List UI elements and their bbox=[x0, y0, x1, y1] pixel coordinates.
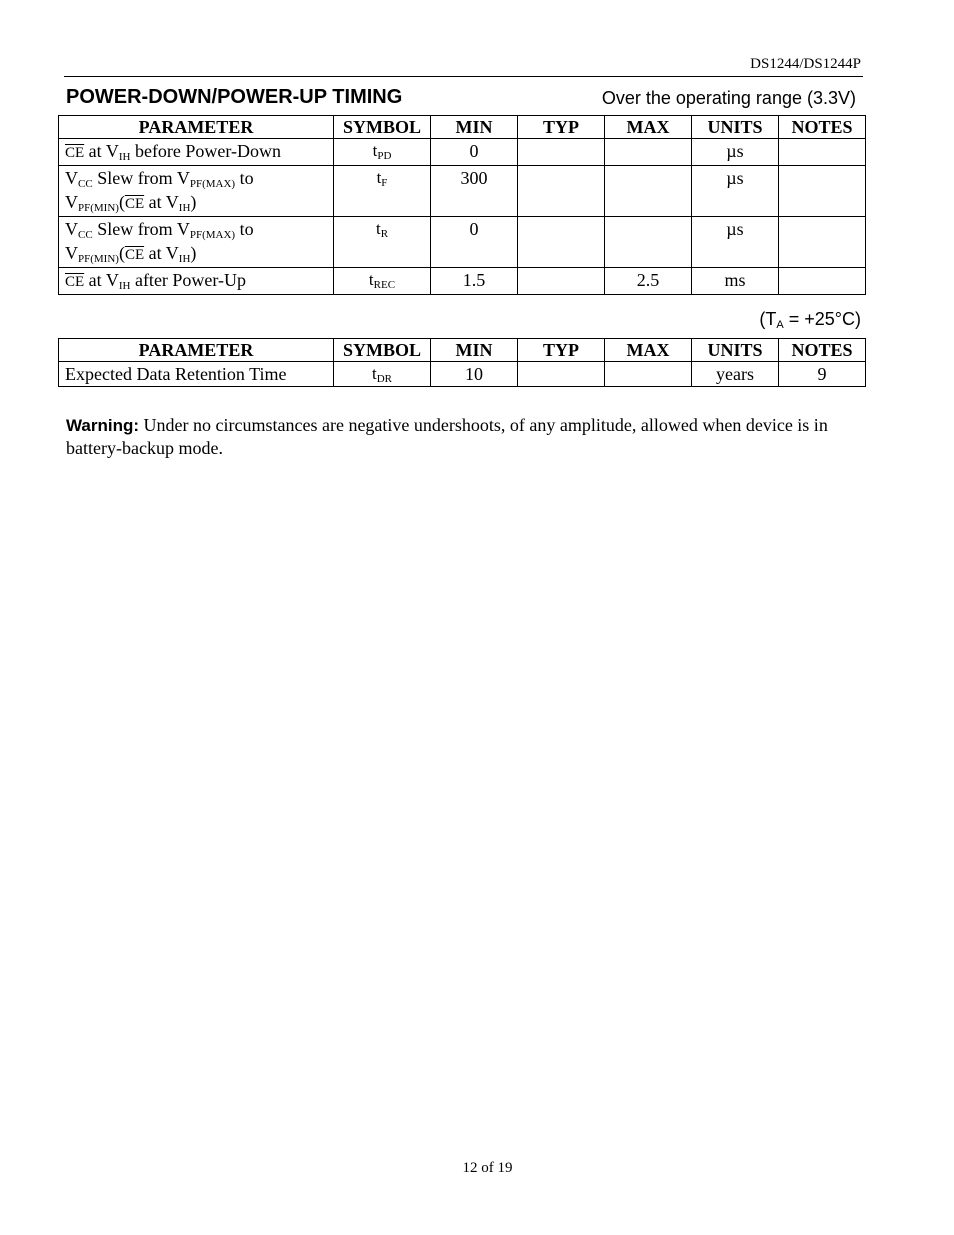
retention-table bbox=[58, 338, 866, 387]
table-row bbox=[59, 362, 866, 387]
notes-cell bbox=[779, 217, 866, 268]
min-cell: 0 bbox=[431, 139, 518, 166]
warning-label: Warning: bbox=[66, 416, 140, 435]
param-rich-text: $\overline{CE}$ at $V_{IH}$ before Power-Down bbox=[65, 141, 282, 163]
symbol-rich-text: $t_R$ bbox=[375, 219, 389, 240]
max-cell bbox=[605, 362, 692, 387]
param-rich-text: $V_{CC}$ Slew from $V_{PF(MAX)}$ to $V_{PF(MIN)}(\overline{CE}$ at $V_{IH}$) bbox=[65, 168, 254, 214]
header-typ: TYP bbox=[518, 116, 605, 139]
param-ce-after-power-up bbox=[59, 268, 334, 295]
min-cell: 0 bbox=[431, 217, 518, 268]
header-min: MIN bbox=[431, 116, 518, 139]
table-header-row bbox=[59, 116, 866, 139]
symbol-rich-text: $t_{DR}$ bbox=[371, 364, 392, 385]
table-row bbox=[59, 217, 866, 268]
max-cell: 2.5 bbox=[605, 268, 692, 295]
symbol-cell bbox=[334, 139, 431, 166]
symbol-rich-text: $t_F$ bbox=[376, 168, 388, 189]
typ-cell bbox=[518, 268, 605, 295]
param-data-retention: Expected Data Retention Time bbox=[59, 362, 334, 387]
symbol-cell bbox=[334, 166, 431, 217]
max-cell bbox=[605, 139, 692, 166]
header-units: UNITS bbox=[692, 339, 779, 362]
notes-cell bbox=[779, 139, 866, 166]
page-number: 12 of 19 bbox=[462, 1160, 513, 1176]
symbol-cell bbox=[334, 362, 431, 387]
table-header-row bbox=[59, 339, 866, 362]
document-id: DS1244/DS1244P bbox=[750, 56, 861, 72]
notes-cell: 9 bbox=[779, 362, 866, 387]
min-cell: 1.5 bbox=[431, 268, 518, 295]
operating-condition: Over the operating range (3.3V) bbox=[601, 88, 856, 108]
units-cell: years bbox=[692, 362, 779, 387]
typ-cell bbox=[518, 166, 605, 217]
param-rich-text: $V_{CC}$ Slew from $V_{PF(MAX)}$ to $V_{PF(MIN)}(\overline{CE}$ at $V_{IH}$) bbox=[65, 219, 254, 265]
param-vcc-slew-fall bbox=[59, 166, 334, 217]
units-cell: µs bbox=[692, 217, 779, 268]
warning-paragraph bbox=[66, 414, 856, 460]
symbol-cell bbox=[334, 268, 431, 295]
typ-cell bbox=[518, 217, 605, 268]
retention-condition bbox=[759, 309, 861, 330]
section-title: POWER-DOWN/POWER-UP TIMING bbox=[66, 86, 403, 108]
symbol-cell bbox=[334, 217, 431, 268]
units-cell: µs bbox=[692, 166, 779, 217]
notes-cell bbox=[779, 268, 866, 295]
header-symbol: SYMBOL bbox=[334, 116, 431, 139]
symbol-rich-text: $t_{REC}$ bbox=[368, 270, 396, 291]
header-max: MAX bbox=[605, 339, 692, 362]
table-row bbox=[59, 268, 866, 295]
table-row bbox=[59, 166, 866, 217]
warning-text: Under no circumstances are negative undershoots, of any amplitude, allowed when device is in battery-backup mode. bbox=[66, 415, 828, 458]
header-notes: NOTES bbox=[779, 339, 866, 362]
table-row bbox=[59, 139, 866, 166]
header-notes: NOTES bbox=[779, 116, 866, 139]
header-divider bbox=[64, 76, 863, 77]
header-typ: TYP bbox=[518, 339, 605, 362]
min-cell: 10 bbox=[431, 362, 518, 387]
header-min: MIN bbox=[431, 339, 518, 362]
max-cell bbox=[605, 166, 692, 217]
param-vcc-slew-rise bbox=[59, 217, 334, 268]
units-cell: µs bbox=[692, 139, 779, 166]
units-cell: ms bbox=[692, 268, 779, 295]
symbol-rich-text: $t_{PD}$ bbox=[372, 141, 392, 162]
retention-condition-rich-text: $(T_A = +25^\circ C)$ bbox=[759, 309, 861, 331]
header-parameter: PARAMETER bbox=[59, 339, 334, 362]
header-units: UNITS bbox=[692, 116, 779, 139]
timing-table bbox=[58, 115, 866, 295]
param-ce-before-power-down bbox=[59, 139, 334, 166]
param-rich-text: $\overline{CE}$ at $V_{IH}$ after Power-Up bbox=[65, 270, 247, 292]
notes-cell bbox=[779, 166, 866, 217]
header-max: MAX bbox=[605, 116, 692, 139]
typ-cell bbox=[518, 139, 605, 166]
header-parameter: PARAMETER bbox=[59, 116, 334, 139]
max-cell bbox=[605, 217, 692, 268]
header-symbol: SYMBOL bbox=[334, 339, 431, 362]
typ-cell bbox=[518, 362, 605, 387]
min-cell: 300 bbox=[431, 166, 518, 217]
